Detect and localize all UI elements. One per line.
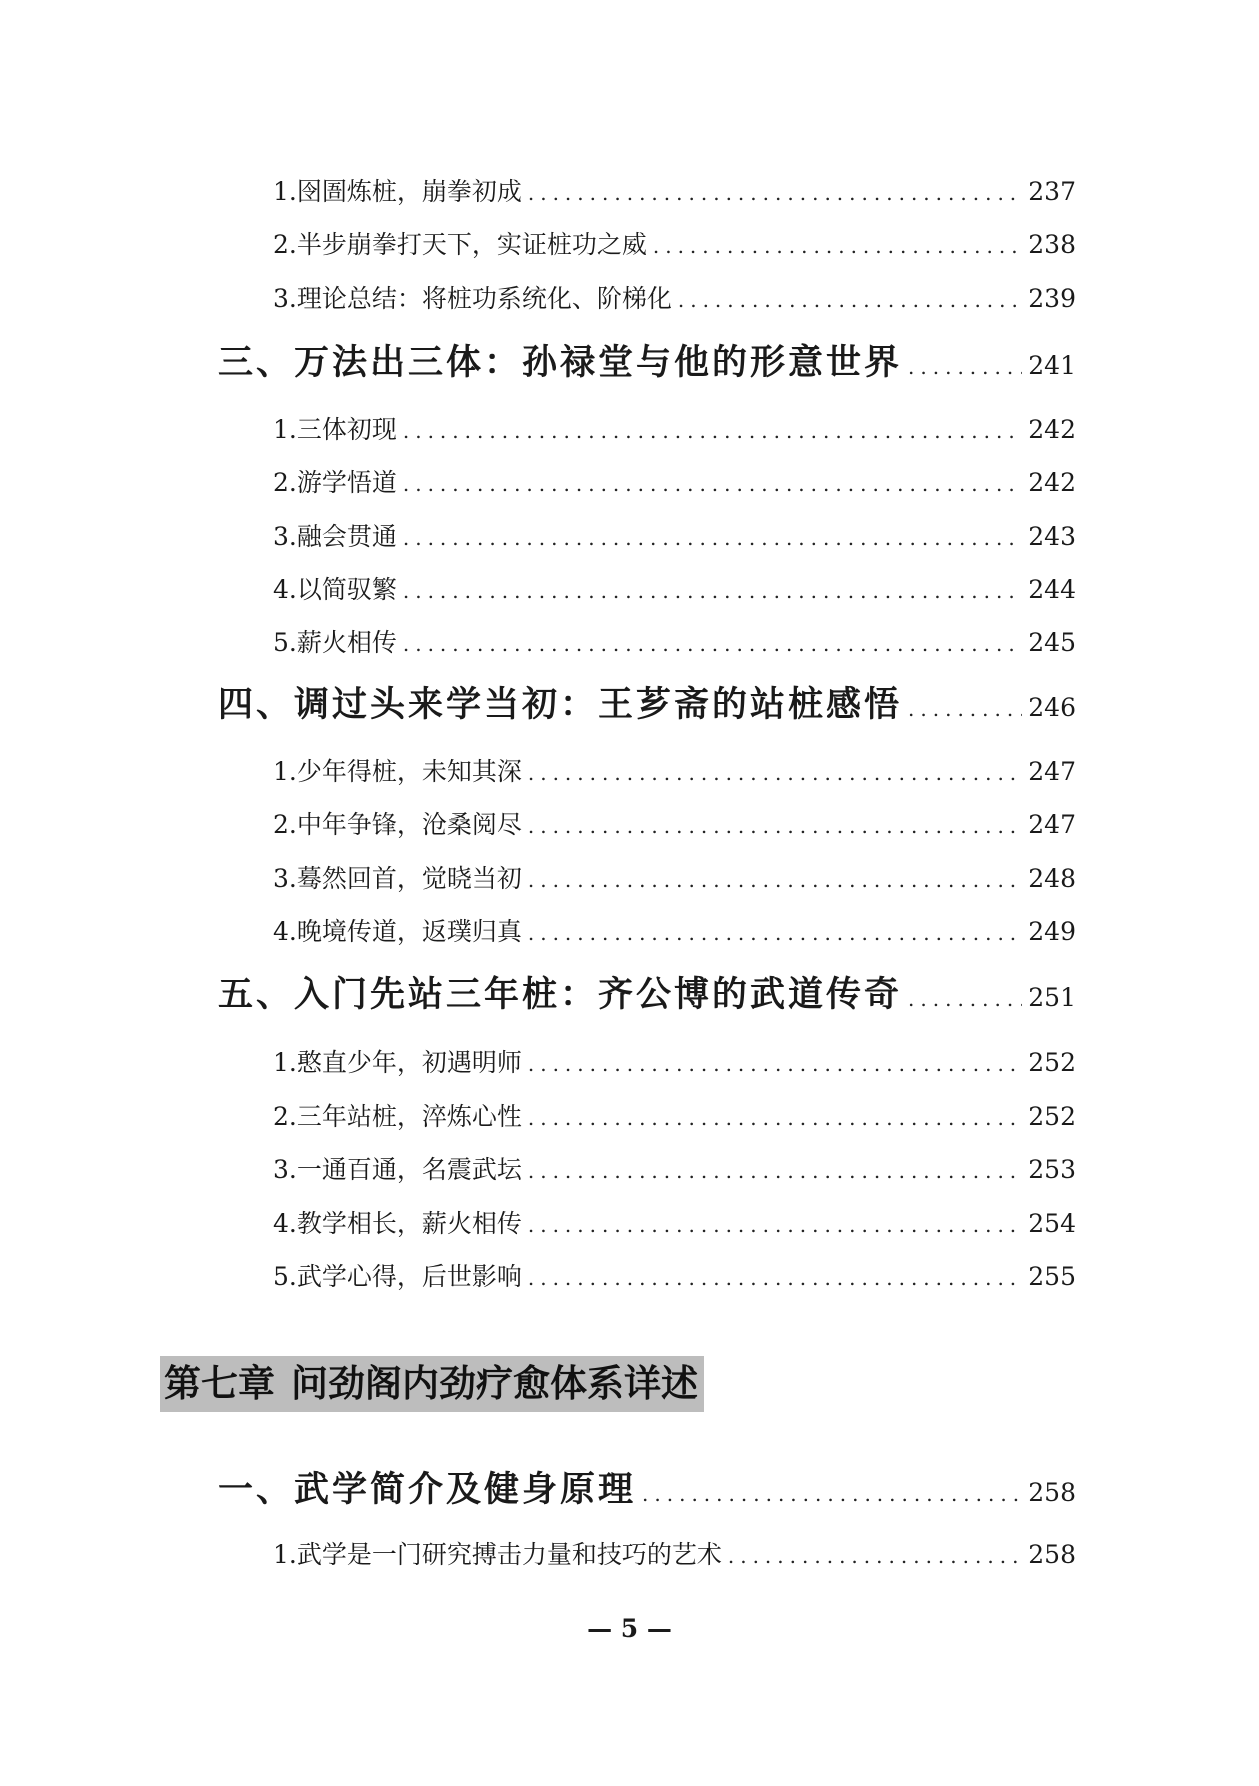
dot-leader bbox=[528, 1266, 1022, 1290]
dot-leader bbox=[728, 1544, 1022, 1568]
toc-entry-page: 237 bbox=[1028, 177, 1076, 206]
toc-section-page: 241 bbox=[1028, 351, 1076, 380]
toc-section-title: 五、入门先站三年桩：齐公博的武道传奇 bbox=[218, 974, 903, 1015]
toc-entry-title: 4.教学相长，薪火相传 bbox=[273, 1209, 522, 1238]
toc-entry-page: 255 bbox=[1028, 1262, 1076, 1291]
toc-entry bbox=[273, 752, 1076, 786]
dot-leader bbox=[403, 632, 1022, 656]
toc-entry-title: 2.半步崩拳打天下，实证桩功之威 bbox=[273, 230, 647, 259]
dot-leader bbox=[528, 921, 1022, 945]
toc-entry-page: 245 bbox=[1028, 628, 1076, 657]
toc-entry-page: 249 bbox=[1028, 917, 1076, 946]
dot-leader bbox=[528, 1106, 1022, 1130]
toc-entry bbox=[273, 570, 1076, 604]
dot-leader bbox=[528, 1052, 1022, 1076]
toc-entry-title: 5.薪火相传 bbox=[273, 628, 397, 657]
toc-entry-page: 242 bbox=[1028, 468, 1076, 497]
toc-section-page: 251 bbox=[1028, 983, 1076, 1012]
dot-leader bbox=[528, 1159, 1022, 1183]
dot-leader bbox=[528, 1213, 1022, 1237]
toc-entry bbox=[273, 463, 1076, 497]
toc-entry bbox=[273, 1204, 1076, 1238]
toc-section-title: 一、武学简介及健身原理 bbox=[218, 1469, 637, 1510]
toc-section-page: 258 bbox=[1028, 1478, 1076, 1507]
dot-leader bbox=[908, 987, 1022, 1011]
toc-entry-title: 3.理论总结：将桩功系统化、阶梯化 bbox=[273, 284, 672, 313]
toc-entry-title: 1.少年得桩，未知其深 bbox=[273, 757, 522, 786]
toc-entry bbox=[273, 1150, 1076, 1184]
toc-entry bbox=[273, 1043, 1076, 1077]
dot-leader bbox=[642, 1482, 1022, 1506]
dot-leader bbox=[528, 181, 1022, 205]
dot-leader bbox=[908, 355, 1022, 379]
dot-leader bbox=[678, 288, 1022, 312]
toc-entry-title: 3.融会贯通 bbox=[273, 522, 397, 551]
toc-entry-title: 3.一通百通，名震武坛 bbox=[273, 1155, 522, 1184]
toc-entry-title: 5.武学心得，后世影响 bbox=[273, 1262, 522, 1291]
toc-entry-page: 253 bbox=[1028, 1155, 1076, 1184]
dot-leader bbox=[528, 761, 1022, 785]
toc-entry-title: 1.憨直少年，初遇明师 bbox=[273, 1048, 522, 1077]
toc-section-heading bbox=[218, 677, 1076, 723]
toc-entry-page: 252 bbox=[1028, 1102, 1076, 1131]
toc-entry-page: 247 bbox=[1028, 757, 1076, 786]
dot-leader bbox=[653, 234, 1022, 258]
toc-entry bbox=[273, 225, 1076, 259]
toc-entry-title: 1.武学是一门研究搏击力量和技巧的艺术 bbox=[273, 1540, 722, 1569]
toc-entry-title: 4.以简驭繁 bbox=[273, 575, 397, 604]
toc-section-title: 三、万法出三体：孙禄堂与他的形意世界 bbox=[218, 342, 903, 383]
dot-leader bbox=[528, 868, 1022, 892]
toc-entry-page: 258 bbox=[1028, 1540, 1076, 1569]
toc-entry-page: 239 bbox=[1028, 284, 1076, 313]
toc-entry-title: 4.晚境传道，返璞归真 bbox=[273, 917, 522, 946]
toc-section-heading bbox=[218, 1462, 1076, 1508]
dot-leader bbox=[908, 697, 1022, 721]
toc-entry-page: 242 bbox=[1028, 415, 1076, 444]
toc-entry-page: 254 bbox=[1028, 1209, 1076, 1238]
dot-leader bbox=[403, 579, 1022, 603]
toc-entry-title: 3.蓦然回首，觉晓当初 bbox=[273, 864, 522, 893]
toc-entry-page: 243 bbox=[1028, 522, 1076, 551]
toc-entry-page: 247 bbox=[1028, 810, 1076, 839]
toc-entry-page: 248 bbox=[1028, 864, 1076, 893]
toc-entry bbox=[273, 517, 1076, 551]
chapter-number: 第七章 bbox=[164, 1362, 275, 1405]
dot-leader bbox=[403, 419, 1022, 443]
toc-entry bbox=[273, 623, 1076, 657]
toc-entry-page: 252 bbox=[1028, 1048, 1076, 1077]
dot-leader bbox=[403, 526, 1022, 550]
toc-entry bbox=[273, 1097, 1076, 1131]
dot-leader bbox=[528, 814, 1022, 838]
toc-section-heading bbox=[218, 967, 1076, 1013]
toc-entry bbox=[273, 1257, 1076, 1291]
toc-entry bbox=[273, 805, 1076, 839]
toc-entry-title: 2.游学悟道 bbox=[273, 468, 397, 497]
chapter-heading bbox=[160, 1356, 704, 1412]
toc-entry-title: 2.中年争锋，沧桑阅尽 bbox=[273, 810, 522, 839]
toc-entry bbox=[273, 410, 1076, 444]
toc-entry-title: 1.囹圄炼桩，崩拳初成 bbox=[273, 177, 522, 206]
toc-entry-page: 244 bbox=[1028, 575, 1076, 604]
toc-section-page: 246 bbox=[1028, 693, 1076, 722]
chapter-title: 问劲阁内劲疗愈体系详述 bbox=[291, 1362, 698, 1405]
toc-entry-page: 238 bbox=[1028, 230, 1076, 259]
toc-section-title: 四、调过头来学当初：王芗斋的站桩感悟 bbox=[218, 684, 903, 725]
dot-leader bbox=[403, 472, 1022, 496]
toc-entry bbox=[273, 912, 1076, 946]
toc-entry bbox=[273, 279, 1076, 313]
page-number: — 5 — bbox=[587, 1614, 672, 1643]
toc-entry bbox=[273, 172, 1076, 206]
toc-entry bbox=[273, 859, 1076, 893]
toc-entry-title: 1.三体初现 bbox=[273, 415, 397, 444]
toc-section-heading bbox=[218, 335, 1076, 381]
toc-entry bbox=[273, 1535, 1076, 1569]
toc-entry-title: 2.三年站桩，淬炼心性 bbox=[273, 1102, 522, 1131]
